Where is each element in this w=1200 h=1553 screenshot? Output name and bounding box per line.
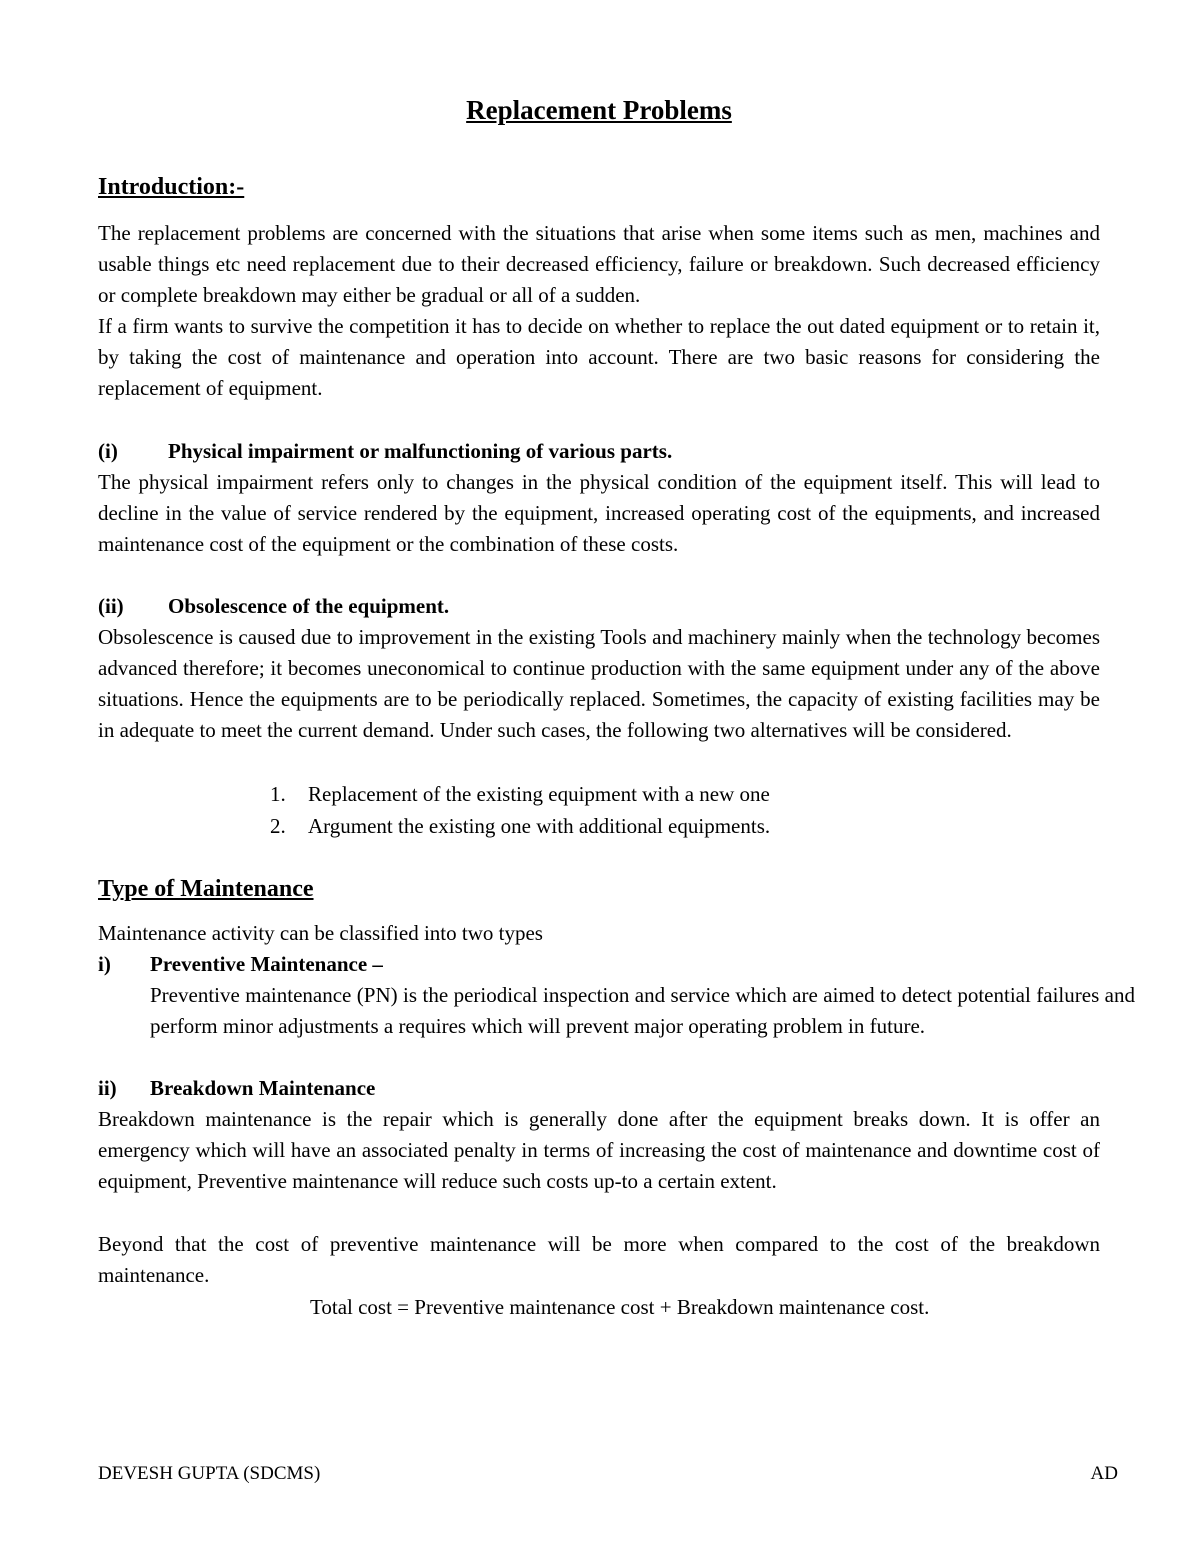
reason-1-heading — [98, 436, 672, 467]
maintenance-type-1-title: Preventive Maintenance – — [150, 952, 383, 976]
intro-heading: Introduction:- — [98, 174, 245, 200]
maintenance-type-1-paragraph: Preventive maintenance (PN) is the periodical inspection and service which are aimed to detect potential failures and perform minor adjustments a requires which will prevent major operating problem in future. — [150, 983, 1135, 1038]
reason-2-paragraph: Obsolescence is caused due to improvement in the existing Tools and machinery mainly when the technology becomes advanced therefore; it becomes uneconomical to continue production with the same equipment under any of the above situations. Hence the equipments are to be periodically replaced. Sometimes, the capacity of existing facilities may be in adequate to meet the current demand. Under such cases, the following two alternatives will be considered. — [98, 625, 1100, 742]
reason-2-title: Obsolescence of the equipment. — [168, 594, 450, 618]
alternatives-list — [270, 778, 770, 842]
reason-1-title: Physical impairment or malfunctioning of various parts. — [168, 439, 673, 463]
maintenance-type-2-paragraph: Breakdown maintenance is the repair which is generally done after the equipment breaks down. It is offer an emergency which will have an associated penalty in terms of increasing the cost of maintenance and downtime cost of equipment, Preventive maintenance will reduce such costs up-to a certain extent. — [98, 1107, 1100, 1193]
maintenance-type-2-heading — [98, 1073, 375, 1104]
maintenance-type-2-title: Breakdown Maintenance — [150, 1076, 376, 1100]
intro-paragraph-1: The replacement problems are concerned with the situations that arise when some items such as men, machines and usable things etc need replacement due to their decreased efficiency, failure or breakdown. Such decreased efficiency or complete breakdown may either be gradual or all of a sudden. — [98, 221, 1100, 307]
footer-author: DEVESH GUPTA (SDCMS) — [98, 1463, 321, 1484]
reason-2-number: (ii) — [98, 594, 124, 618]
reason-1-number: (i) — [98, 439, 118, 463]
list-item — [270, 778, 770, 810]
footer-initials: AD — [1090, 1463, 1118, 1484]
maintenance-type-1-number: i) — [98, 952, 111, 976]
list-item-number: 1. — [270, 782, 286, 806]
reason-2-heading — [98, 591, 449, 622]
maintenance-type-2-number: ii) — [98, 1076, 117, 1100]
reason-1-paragraph: The physical impairment refers only to changes in the physical condition of the equipment itself. This will lead to decline in the value of service rendered by the equipment, increased operating cost of the equipments, and increased maintenance cost of the equipment or the combination of these costs. — [98, 470, 1100, 556]
maintenance-type-1-heading — [98, 949, 383, 980]
maintenance-intro: Maintenance activity can be classified into two types — [98, 921, 543, 945]
list-item-text: Argument the existing one with additional equipments. — [308, 814, 771, 838]
page-title: Replacement Problems — [466, 95, 732, 125]
list-item-text: Replacement of the existing equipment with a new one — [308, 782, 770, 806]
list-item-number: 2. — [270, 814, 286, 838]
document-page — [98, 0, 1135, 1553]
list-item — [270, 810, 770, 842]
intro-paragraph-2: If a firm wants to survive the competition it has to decide on whether to replace the out dated equipment or to retain it, by taking the cost of maintenance and operation into account. There are two basic reasons for considering the replacement of equipment. — [98, 314, 1100, 400]
maintenance-heading: Type of Maintenance — [98, 876, 314, 902]
total-cost-formula: Total cost = Preventive maintenance cost + Breakdown maintenance cost. — [310, 1295, 930, 1319]
beyond-paragraph: Beyond that the cost of preventive maintenance will be more when compared to the cost of the breakdown maintenance. — [98, 1232, 1100, 1287]
